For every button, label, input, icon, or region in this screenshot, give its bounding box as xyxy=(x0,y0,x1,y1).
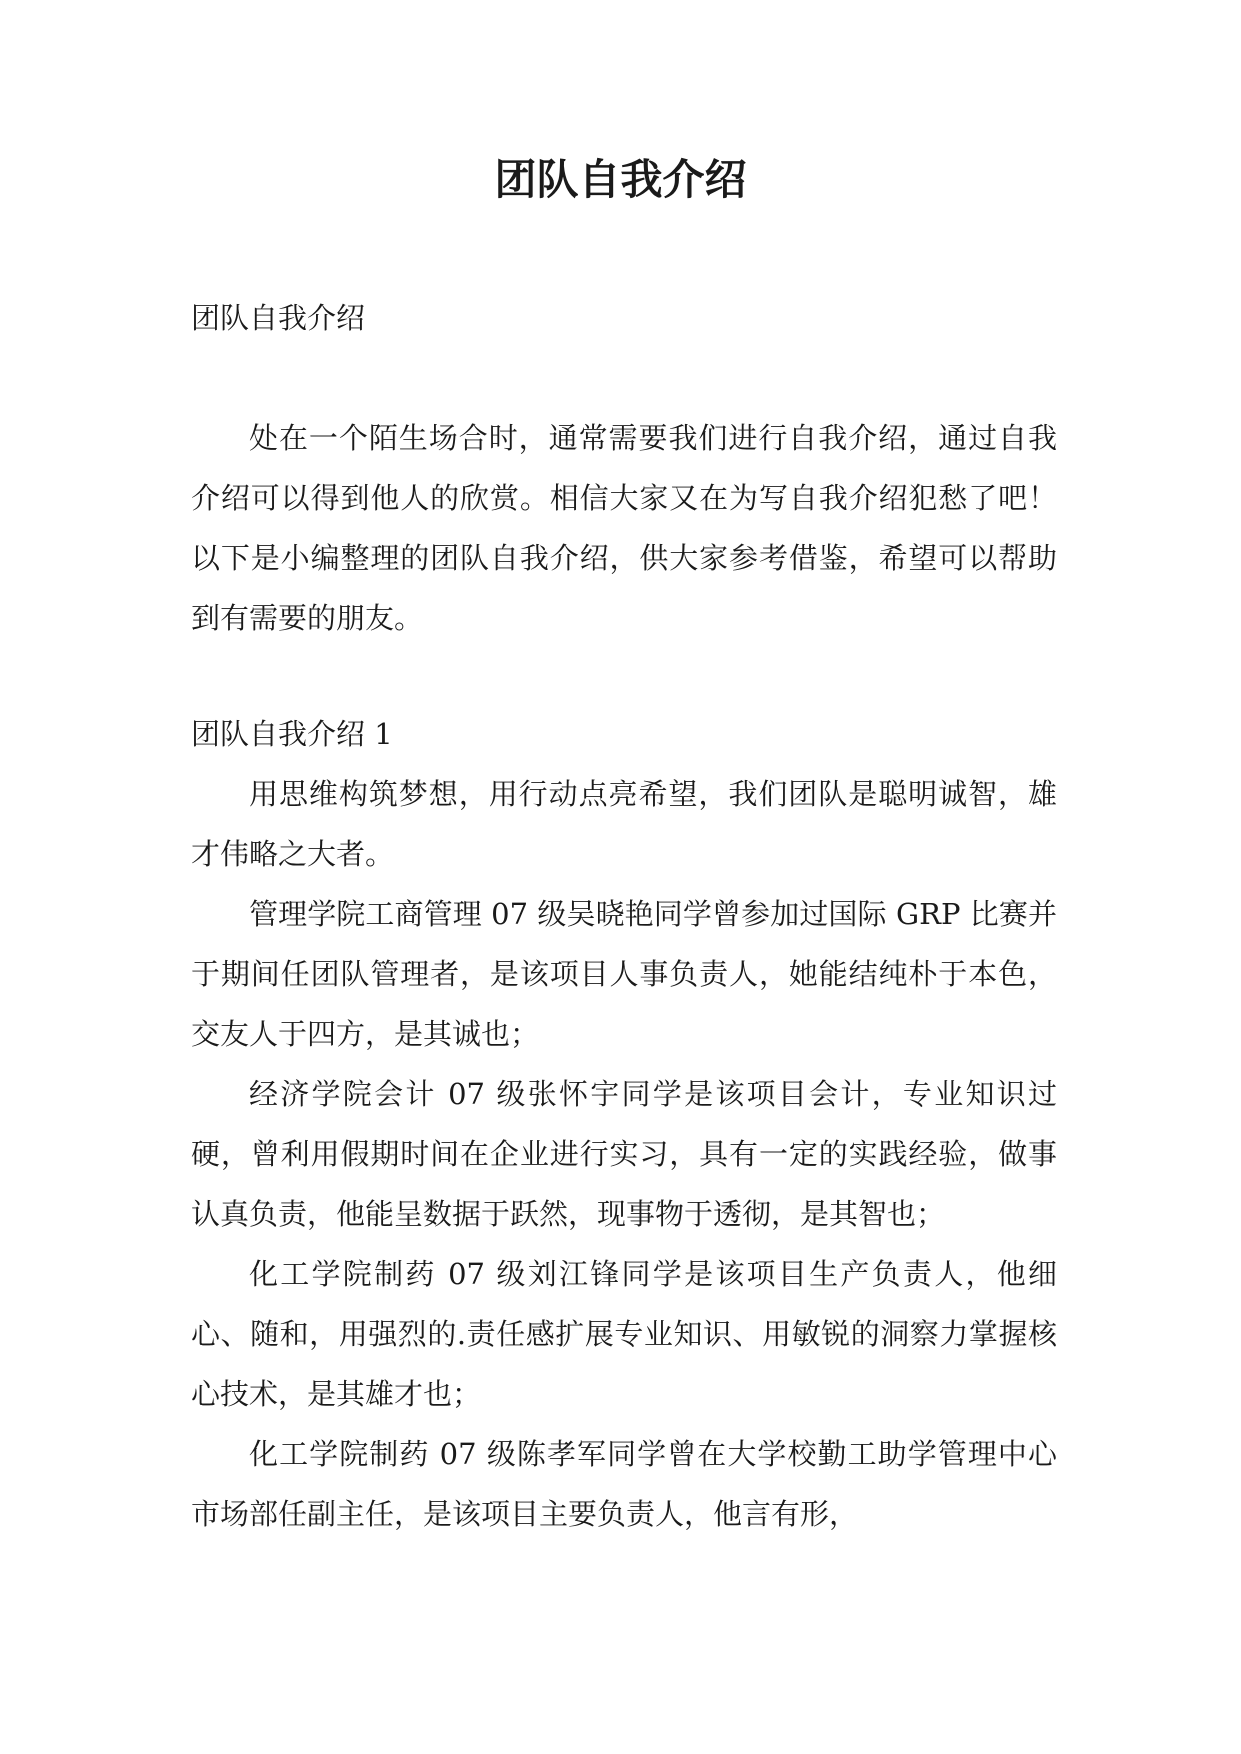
body-paragraph: 管理学院工商管理 07 级吴晓艳同学曾参加过国际 GRP 比赛并于期间任团队管理者，是该项目人事负责人，她能结纯朴于本色，交友人于四方，是其诚也； xyxy=(191,897,1057,1051)
document-subtitle: 团队自我介绍 xyxy=(191,301,366,335)
section-heading: 团队自我介绍 1 xyxy=(191,717,393,751)
body-paragraph: 用思维构筑梦想，用行动点亮希望，我们团队是聪明诚智，雄才伟略之大者。 xyxy=(191,777,1057,871)
document-title: 团队自我介绍 xyxy=(494,155,747,204)
body-paragraph: 经济学院会计 07 级张怀宇同学是该项目会计，专业知识过硬，曾利用假期时间在企业进行实习，具有一定的实践经验，做事认真负责，他能呈数据于跃然，现事物于透彻，是其智也； xyxy=(191,1077,1057,1231)
body-paragraph: 化工学院制药 07 级陈孝军同学曾在大学校勤工助学管理中心市场部任副主任，是该项目主要负责人，他言有形， xyxy=(191,1437,1057,1531)
intro-paragraph: 处在一个陌生场合时，通常需要我们进行自我介绍，通过自我介绍可以得到他人的欣赏。相信大家又在为写自我介绍犯愁了吧！以下是小编整理的团队自我介绍，供大家参考借鉴，希望可以帮助到有需要的朋友。 xyxy=(191,421,1057,635)
document-body xyxy=(191,288,1057,1544)
body-paragraph: 化工学院制药 07 级刘江锋同学是该项目生产负责人，他细心、随和，用强烈的.责任感扩展专业知识、用敏锐的洞察力掌握核心技术，是其雄才也； xyxy=(191,1257,1057,1411)
